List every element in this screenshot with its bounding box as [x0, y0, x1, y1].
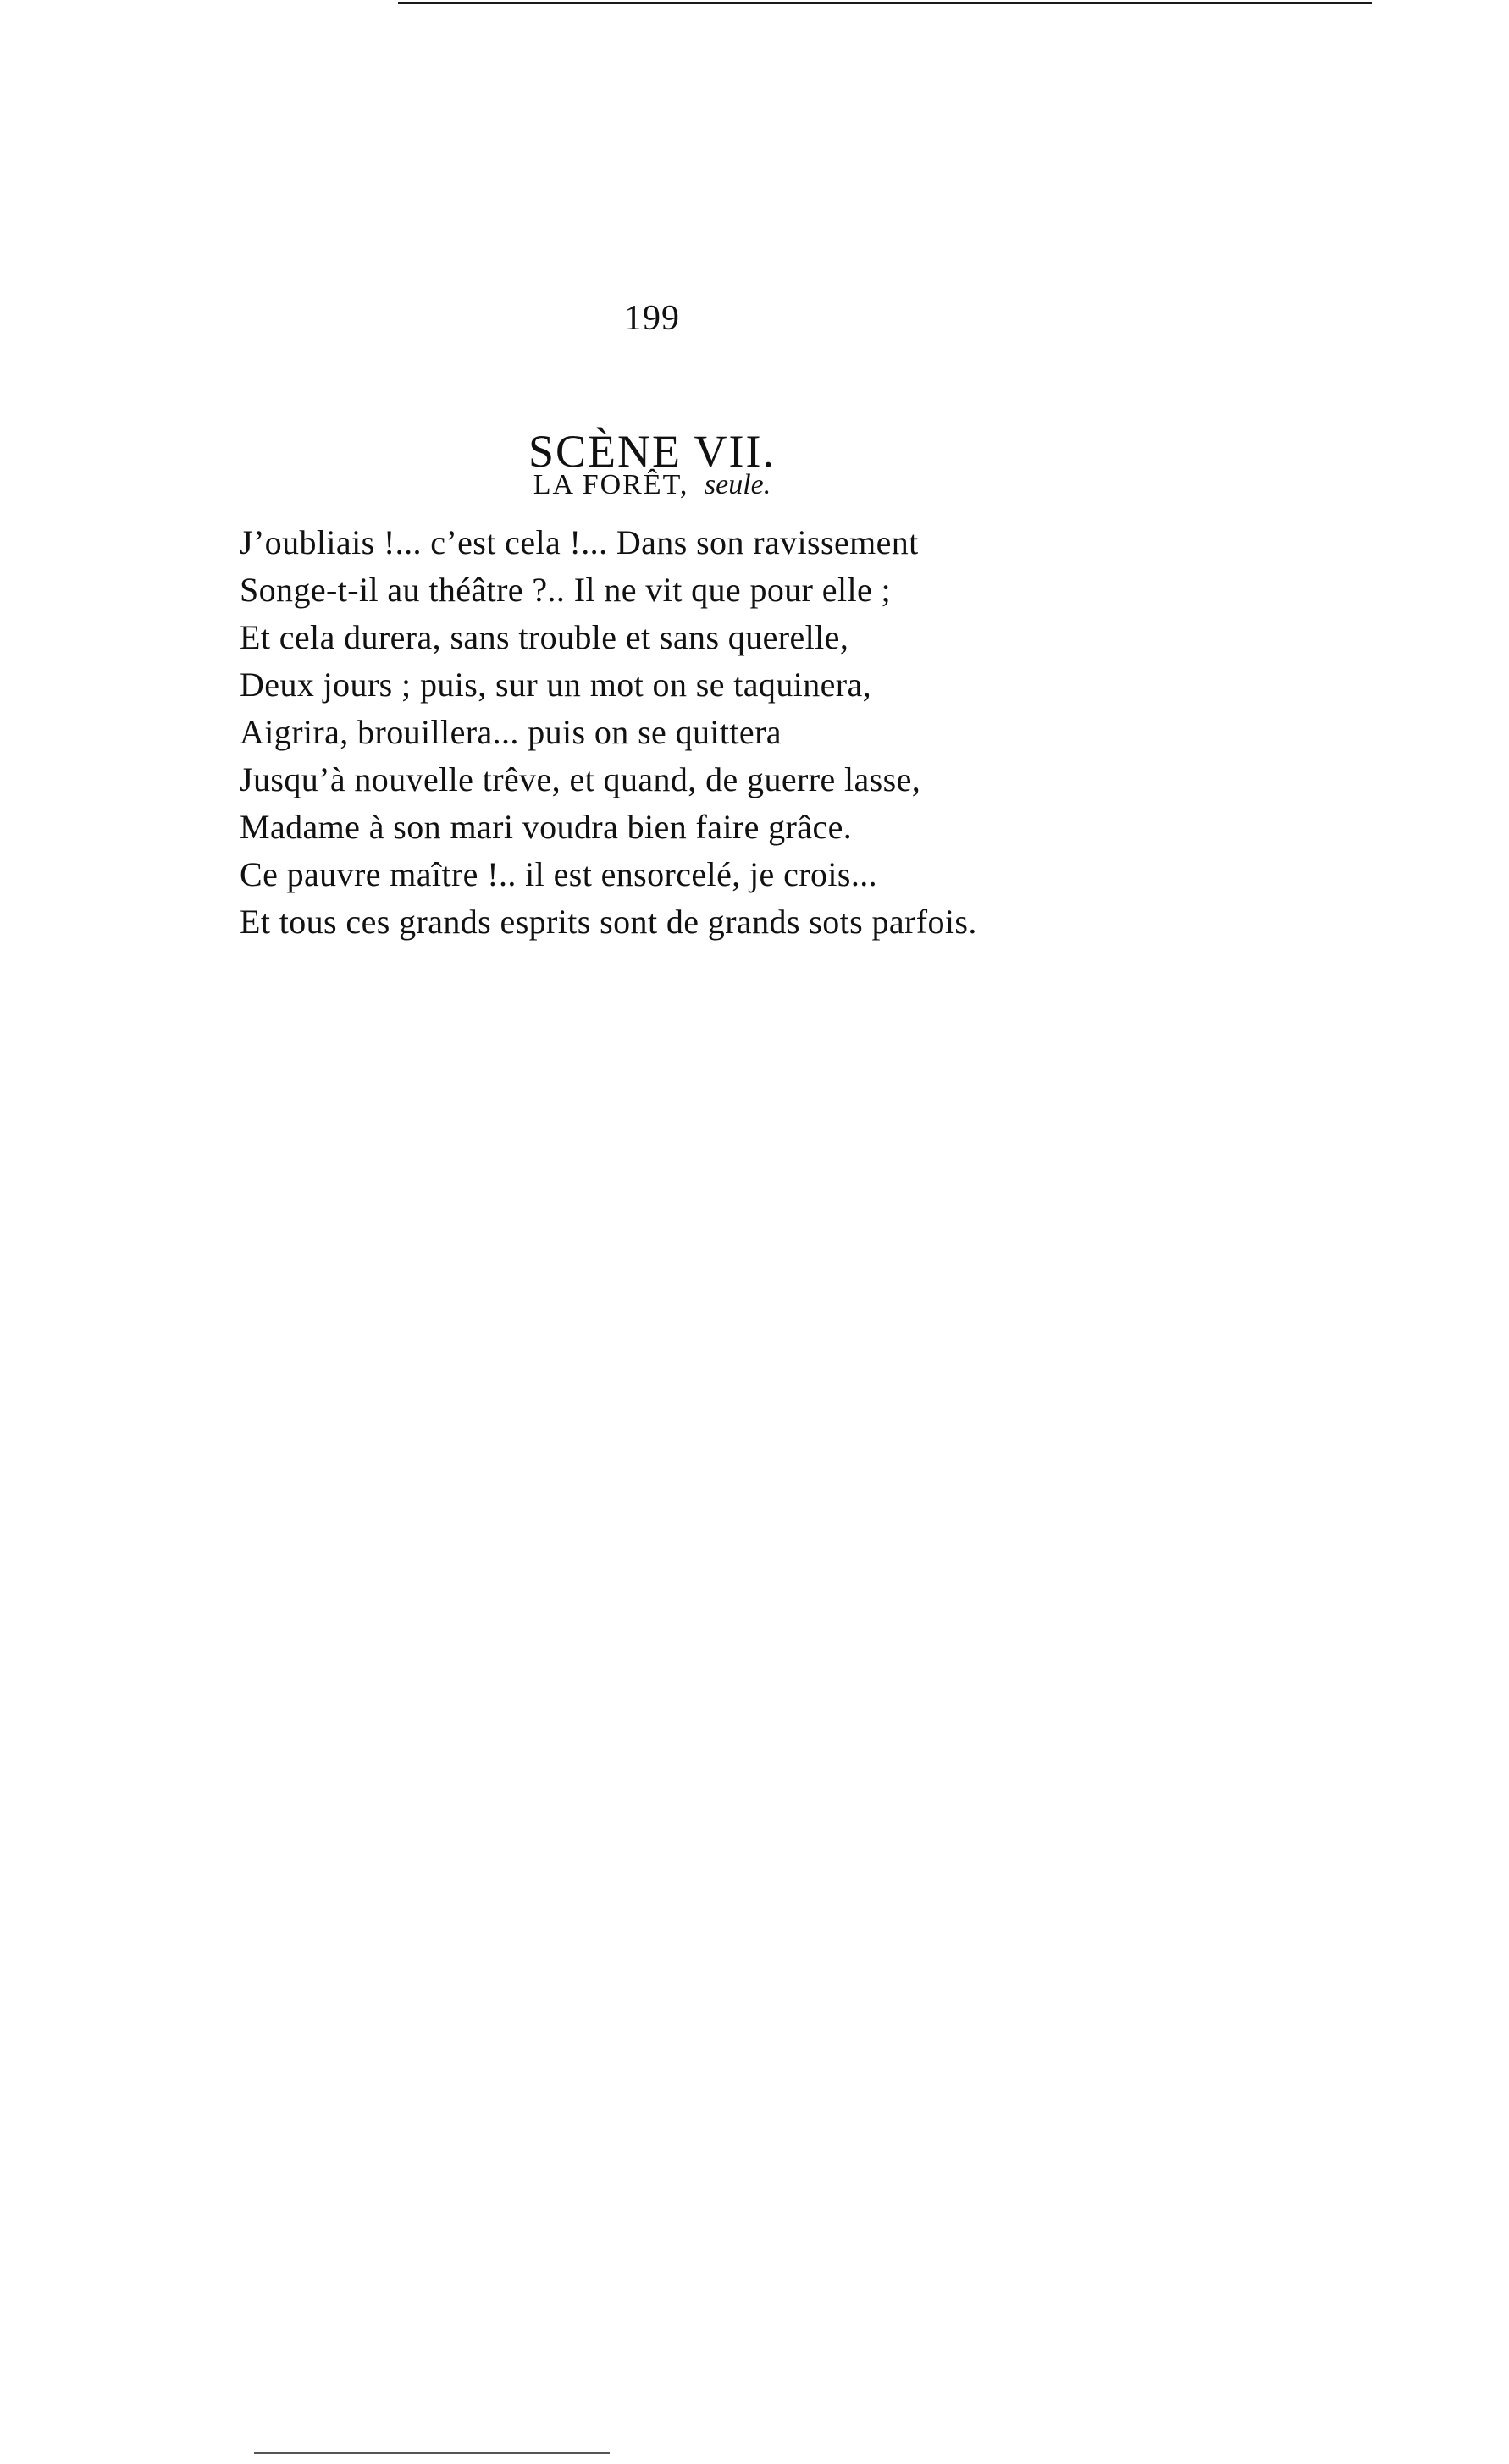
verse-line-6: Jusqu’à nouvelle trêve, et quand, de guerre lasse,: [240, 760, 921, 798]
verse-line-2: Songe-t-il au théâtre ?.. Il ne vit que pour elle ;: [240, 571, 892, 609]
verse-line-9: Et tous ces grands esprits sont de grands sots parfois.: [240, 903, 977, 941]
verse-line-8: Ce pauvre maître !.. il est ensorcelé, je crois...: [240, 855, 878, 893]
verse-line-7: Madame à son mari voudra bien faire grâce.: [240, 808, 853, 846]
character-name: LA FORÊT,: [533, 469, 689, 500]
character-heading: [0, 469, 1304, 501]
bottom-edge-rule: [254, 2452, 610, 2454]
verse-line-3: Et cela durera, sans trouble et sans querelle,: [240, 618, 849, 656]
verse-block: [240, 519, 1340, 946]
verse-line-4: Deux jours ; puis, sur un mot on se taquinera,: [240, 666, 872, 704]
scene-title: SCÈNE VII.: [528, 426, 776, 478]
verse-line-1: J’oubliais !... c’est cela !... Dans son ravissement: [240, 523, 919, 561]
top-edge-rule: [398, 2, 1372, 4]
stage-direction: seule.: [704, 469, 771, 500]
verse-line-5: Aigrira, brouillera... puis on se quittera: [240, 713, 782, 751]
page-number: 199: [624, 299, 680, 338]
